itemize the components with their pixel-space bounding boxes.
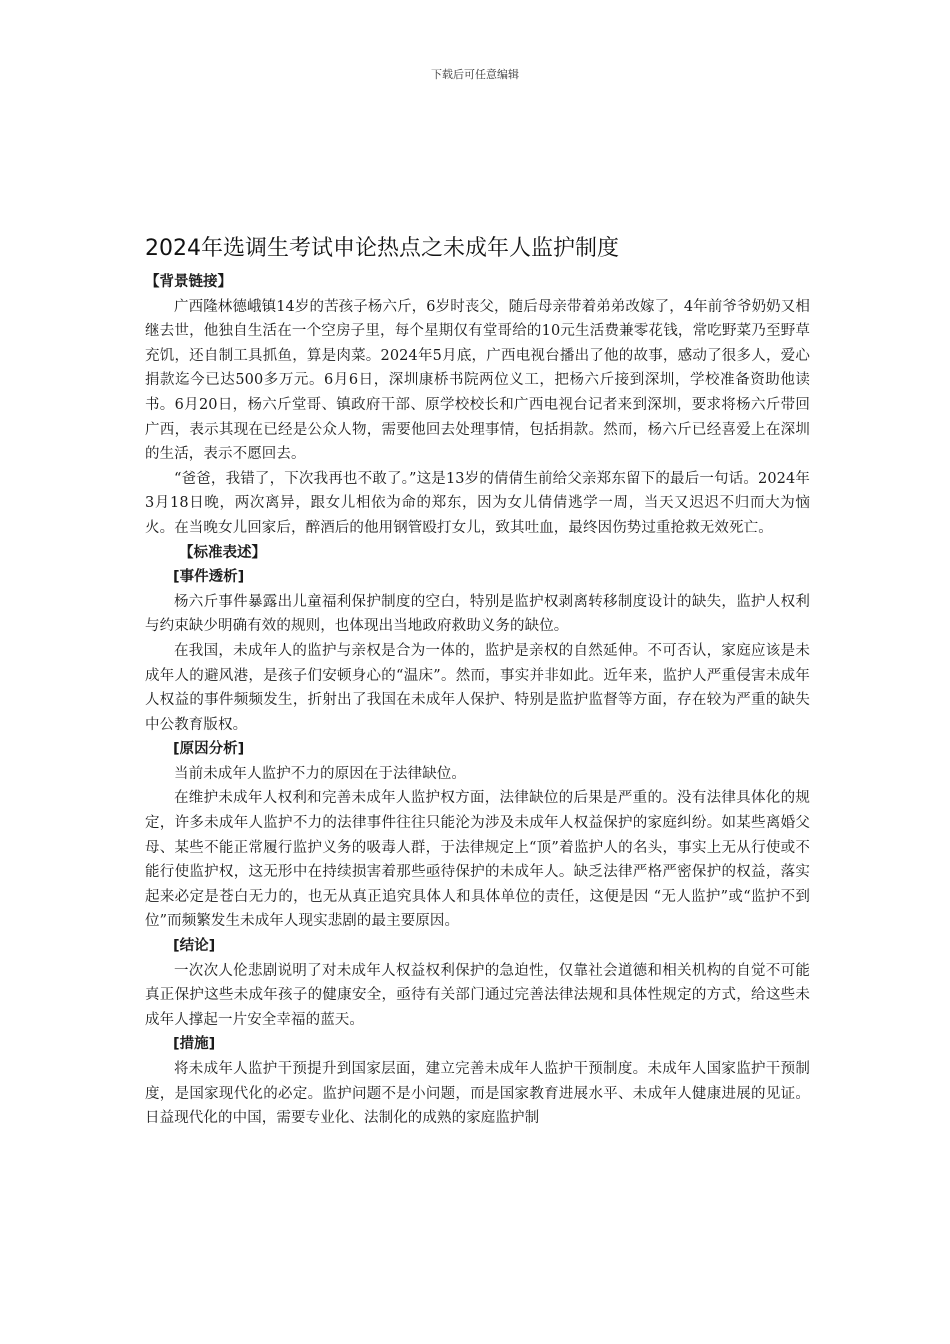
background-section-label: 【背景链接】 (145, 274, 232, 290)
standard-section-label: 【标准表述】 (179, 544, 266, 561)
measures-paragraph: 将未成年人监护干预提升到国家层面，建立完善未成年人监护干预制度。未成年人国家监护干预制度，是国家现代化的必定。监护问题不是小问题，而是国家教育进展水平、未成年人健康进展的见证。日益现代化的中国，需要专业化、法制化的成熟的家庭监护制 (145, 1061, 810, 1127)
page-header-note: 下载后可任意编辑 (431, 68, 519, 81)
event-paragraph-2: 在我国，未成年人的监护与亲权是合为一体的，监护是亲权的自然延伸。不可否认，家庭应该是未成年人的避风港，是孩子们安顿身心的“温床”。然而，事实并非如此。近年来，监护人严重侵害未成年人权益的事件频频发生，折射出了我国在未成年人保护、特别是监护监督等方面，存在较为严重的缺失中公教育版权。 (145, 642, 810, 733)
background-paragraph-2: “爸爸，我错了，下次我再也不敢了。”这是13岁的倩倩生前给父亲郑东留下的最后一句话。2024年3月18日晚，两次离异，跟女儿相依为命的郑东，因为女儿倩倩逃学一周，当天又迟迟不归而大为恼火。在当晚女儿回家后，醉酒后的他用钢管殴打女儿，致其吐血，最终因伤势过重抢救无效死亡。 (145, 470, 810, 536)
document-body (145, 232, 810, 1131)
cause-paragraph-1: 当前未成年人监护不力的原因在于法律缺位。 (174, 765, 466, 782)
cause-paragraph-2: 在维护未成年人权利和完善未成年人监护权方面，法律缺位的后果是严重的。没有法律具体化的规定，许多未成年人监护不力的法律事件往往只能沦为涉及未成年人权益保护的家庭纠纷。如某些离婚父母、某些不能正常履行监护义务的吸毒人群，于法律规定上“顶”着监护人的名头，事实上无从行使或不能行使监护权，这无形中在持续损害着那些亟待保护的未成年人。缺乏法律严格严密保护的权益，落实起来必定是苍白无力的，也无从真正追究具体人和具体单位的责任，这便是因 “无人监护”或“监护不到位”而频繁发生未成年人现实悲剧的最主要原因。 (145, 790, 810, 930)
event-paragraph-1: 杨六斤事件暴露出儿童福利保护制度的空白，特别是监护权剥离转移制度设计的缺失，监护人权利与约束缺少明确有效的规则，也体现出当地政府救助义务的缺位。 (145, 593, 810, 635)
document-title: 2024年选调生考试申论热点之未成年人监护制度 (145, 236, 619, 261)
event-analysis-label: [事件透析] (173, 569, 245, 586)
conclusion-label: [结论] (173, 938, 216, 955)
conclusion-paragraph: 一次次人伦悲剧说明了对未成年人权益权利保护的急迫性，仅靠社会道德和相关机构的自觉不可能真正保护这些未成年孩子的健康安全，亟待有关部门通过完善法律法规和具体性规定的方式，给这些未成年人撑起一片安全幸福的蓝天。 (145, 962, 810, 1028)
cause-analysis-label: [原因分析] (173, 741, 245, 758)
measures-label: [措施] (173, 1036, 216, 1053)
background-paragraph-1: 广西隆林德峨镇14岁的苦孩子杨六斤，6岁时丧父，随后母亲带着弟弟改嫁了，4年前爷爷奶奶又相继去世，他独自生活在一个空房子里，每个星期仅有堂哥给的10元生活费兼零花钱，常吃野菜乃至野草充饥，还自制工具抓鱼，算是肉菜。2024年5月底，广西电视台播出了他的故事，感动了很多人，爱心捐款迄今已达500多万元。6月6日，深圳康桥书院两位义工，把杨六斤接到深圳，学校准备资助他读书。6月20日，杨六斤堂哥、镇政府干部、原学校校长和广西电视台记者来到深圳，要求将杨六斤带回广西，表示其现在已经是公众人物，需要他回去处理事情，包括捐款。然而，杨六斤已经喜爱上在深圳的生活，表示不愿回去。 (145, 298, 810, 463)
